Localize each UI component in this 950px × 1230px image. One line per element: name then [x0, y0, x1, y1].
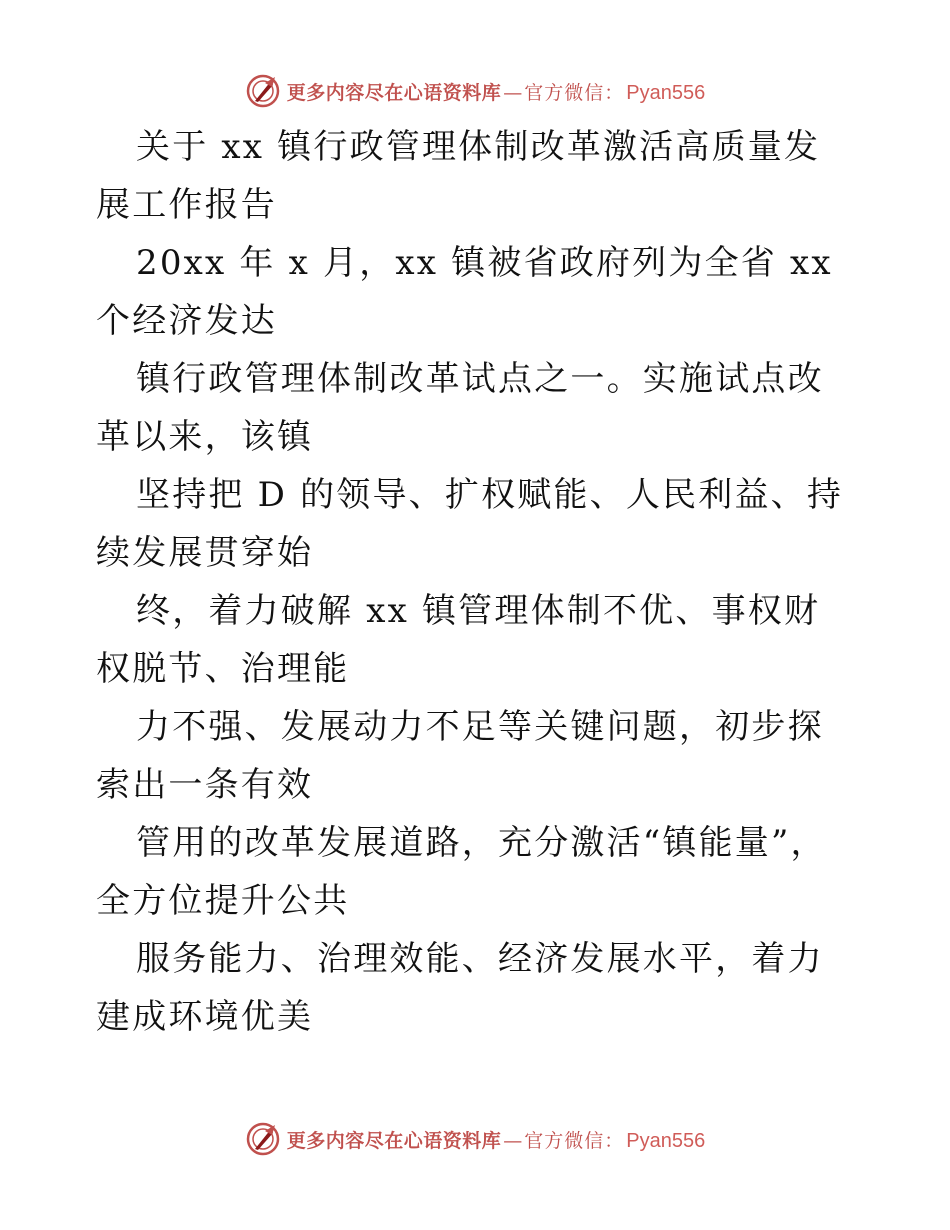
banner-main-text: 更多内容尽在心语资料库: [286, 1129, 502, 1152]
document-body: [96, 118, 856, 1046]
banner-wechat-id: Pyan556: [626, 1129, 706, 1152]
quill-pen-logo-icon: [245, 73, 281, 109]
banner-text: [287, 78, 706, 105]
paragraph: 坚持把 D 的领导、扩权赋能、人民利益、持续发展贯穿始: [96, 475, 844, 573]
footer-watermark-banner: [0, 1119, 950, 1159]
banner-official-label: 官方微信：: [524, 1129, 625, 1152]
paragraph: 管用的改革发展道路，充分激活“镇能量”，全方位提升公共: [96, 823, 827, 921]
paragraph: 镇行政管理体制改革试点之一。实施试点改革以来，该镇: [96, 359, 824, 457]
quill-pen-logo-icon: [245, 1121, 281, 1157]
paragraph: 力不强、发展动力不足等关键问题，初步探索出一条有效: [96, 707, 824, 805]
banner-dash: —: [503, 81, 523, 104]
banner-main-text: 更多内容尽在心语资料库: [286, 81, 502, 104]
paragraph: 服务能力、治理效能、经济发展水平，着力建成环境优美: [96, 939, 824, 1037]
header-watermark-banner: [0, 71, 950, 111]
banner-dash: —: [503, 1129, 523, 1152]
paragraph-title: 关于 xx 镇行政管理体制改革激活高质量发展工作报告: [96, 127, 821, 225]
banner-text: [287, 1126, 706, 1153]
paragraph: 终，着力破解 xx 镇管理体制不优、事权财权脱节、治理能: [96, 591, 821, 689]
banner-wechat-id: Pyan556: [626, 81, 706, 104]
paragraph: 20xx 年 x 月，xx 镇被省政府列为全省 xx 个经济发达: [96, 243, 833, 341]
banner-official-label: 官方微信：: [524, 81, 625, 104]
